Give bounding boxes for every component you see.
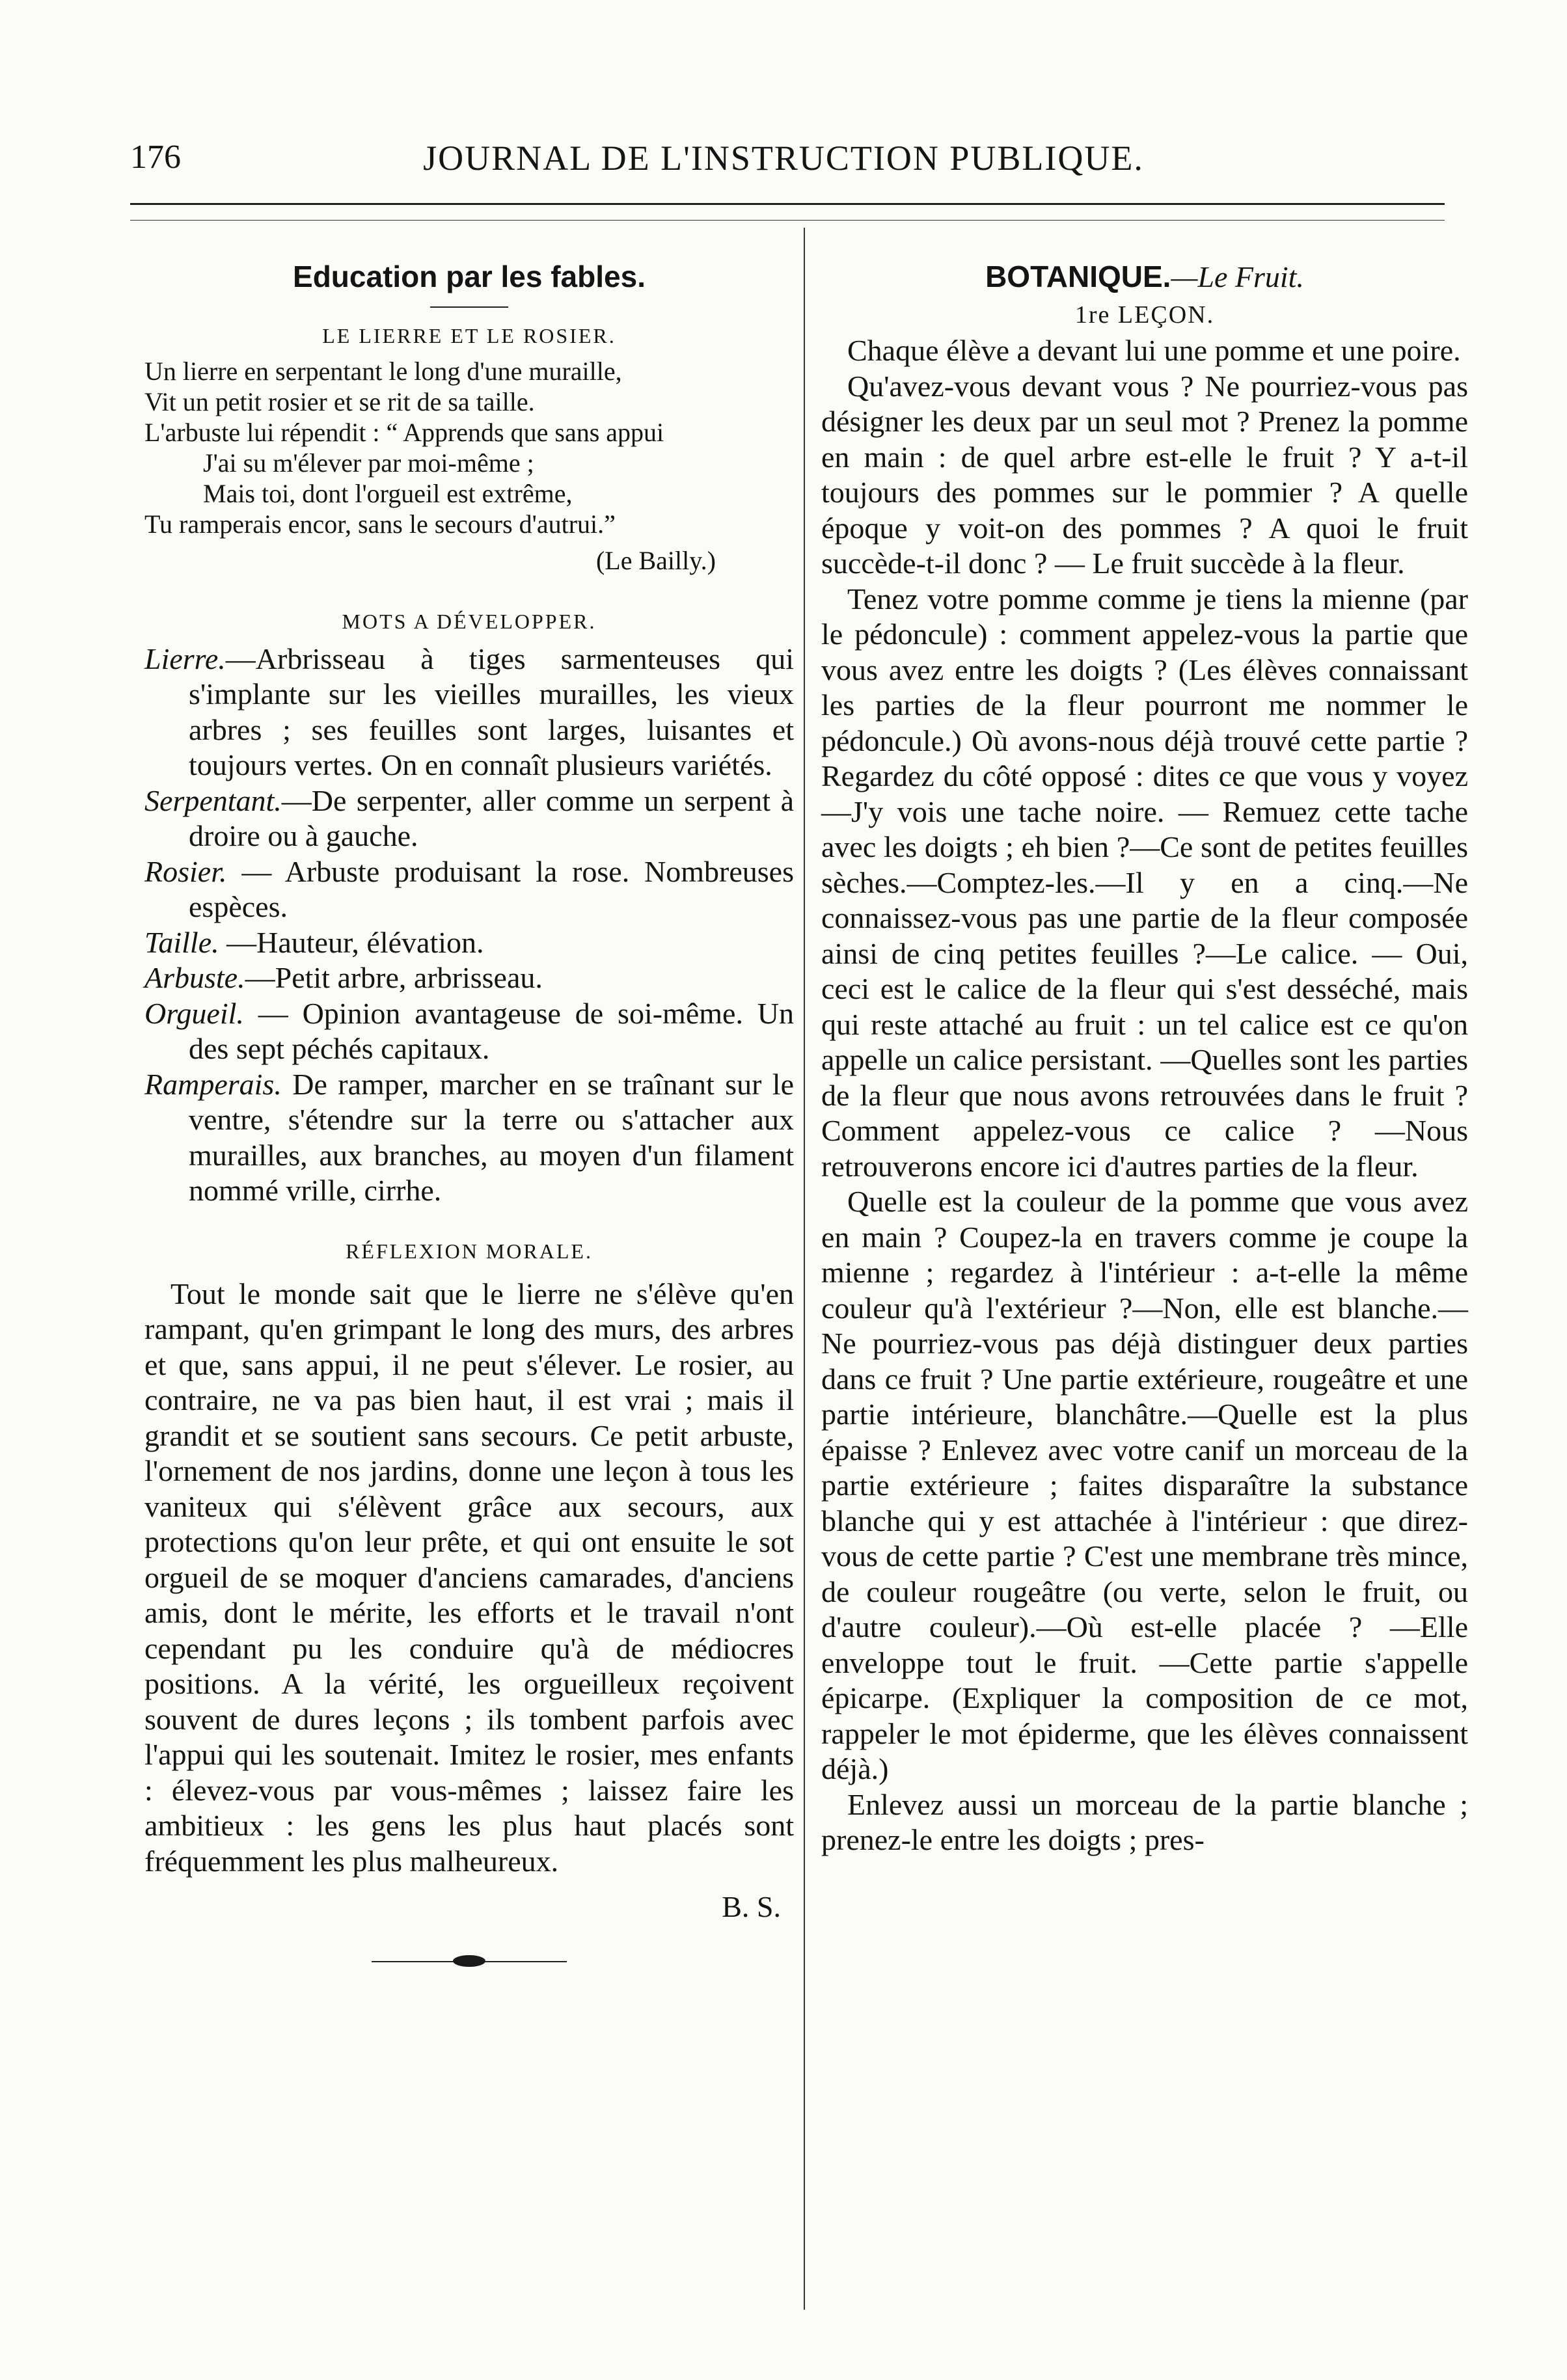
fruit-subtitle: —Le Fruit. xyxy=(1171,260,1304,293)
term-definition: — Arbuste produisant la rose. Nombreuses espèces. xyxy=(189,854,794,923)
section-title-botanique xyxy=(821,257,1468,297)
header-rule-thin xyxy=(130,220,1445,221)
header-rule xyxy=(130,203,1445,205)
botanique-label: BOTANIQUE. xyxy=(985,260,1171,293)
moral-text: Tout le monde sait que le lierre ne s'élève qu'en rampant, qu'en grimpant le long des murs, des arbres et que, sans appui, il ne peut s'élever. Le rosier, au contraire, ne va pas bien haut, il est vrai ; mais il grandit et se soutient sans secours. Ce petit arbuste, l'ornement de nos jardins, donne une leçon à tous les vaniteux qui s'élèvent grâce aux secours, aux protections qu'on leur prête, et qui ont ensuite le sot orgueil de se moquer d'anciens camarades, d'anciens amis, dont le mérite, les efforts et le travail n'ont cependant pu les conduire qu'à de médiocres positions. A la vérité, les orgueilleux reçoivent souvent de dures leçons ; ils tombent parfois avec l'appui qui les soutenait. Imitez le rosier, mes enfants : élevez-vous par vous-mêmes ; laissez faire les ambitieux : les gens les plus haut placés sont fréquemment les plus malheureux. xyxy=(144,1277,794,1878)
poem-attribution: (Le Bailly.) xyxy=(595,546,716,575)
vocabulary-entry xyxy=(144,783,794,854)
page-header xyxy=(0,138,1567,183)
fable-title: LE LIERRE ET LE ROSIER. xyxy=(322,324,616,347)
words-heading: MOTS A DÉVELOPPER. xyxy=(342,609,597,633)
lesson-paragraph: Tenez votre pomme comme je tiens la mienne (par le pédoncule) : comment appelez-vous la partie que vous avez entre les doigts ? (Les élèves connaissant les parties de la fleur pourront me nommer le pédoncule.) Où avons-nous déjà trouvé cette partie ? Regardez du côté opposé : dites ce que vous y voyez—J'y vois une tache noire. — Remuez cette tache avec les doigts ; eh bien ?—Ce sont de petites feuilles sèches.—Comptez-les.—Il y en a cinq.—Ne connaissez-vous pas une partie de la fleur composée ainsi de cinq petites feuilles ?—Le calice. — Oui, ceci est le calice de la fleur qui s'est desséché, mais qui reste attaché au fruit : un tel calice est ce qu'on appelle un calice persistant. —Quelles sont les parties de la fleur que nous avons retrouvées dans le fruit ? Comment appelez-vous ce calice ? —Nous retrouverons encore ici d'autres parties de la fleur. xyxy=(821,582,1468,1183)
term-word: Lierre. xyxy=(144,642,226,675)
poem-line: Un lierre en serpentant le long d'une muraille, xyxy=(144,357,622,386)
poem-line: Vit un petit rosier et se rit de sa taille. xyxy=(144,387,535,416)
term-word: Taille. xyxy=(144,925,219,959)
term-definition: De ramper, marcher en se traînant sur le ventre, s'étendre sur la terre ou s'attacher aux murailles, aux branches, au moyen d'un filament nommé vrille, cirrhe. xyxy=(189,1067,794,1207)
moral-heading: RÉFLEXION MORALE. xyxy=(346,1239,593,1263)
term-word: Ramperais. xyxy=(144,1067,282,1101)
term-definition: —Petit arbre, arbrisseau. xyxy=(245,961,543,994)
vocabulary-list xyxy=(144,642,794,1209)
vocabulary-entry xyxy=(144,960,794,996)
term-definition: —Hauteur, élévation. xyxy=(219,925,484,959)
term-word: Arbuste. xyxy=(144,961,245,994)
term-definition: —Arbrisseau à tiges sarmenteuses qui s'implante sur les vieilles murailles, les vieux arbres ; ses feuilles sont larges, luisantes et toujours vertes. On en connaît plusieurs variétés. xyxy=(189,642,794,781)
title-rule xyxy=(430,306,508,308)
page-number: 176 xyxy=(130,139,181,176)
poem-line: Tu ramperais encor, sans le secours d'autrui.” xyxy=(144,509,616,539)
poem-line: Mais toi, dont l'orgueil est extrême, xyxy=(203,479,573,508)
right-column xyxy=(821,257,1468,1858)
lesson-paragraph: Enlevez aussi un morceau de la partie blanche ; prenez-le entre les doigts ; pres- xyxy=(821,1787,1468,1856)
journal-title: JOURNAL DE L'INSTRUCTION PUBLIQUE. xyxy=(423,139,1144,178)
poem-line: L'arbuste lui répendit : “ Apprends que sans appui xyxy=(144,418,664,447)
left-column xyxy=(144,257,794,1968)
vocabulary-entry xyxy=(144,996,794,1067)
vocabulary-entry xyxy=(144,642,794,783)
term-word: Rosier. xyxy=(144,854,227,888)
term-definition: —De serpenter, aller comme un serpent à droire ou à gauche. xyxy=(189,783,794,852)
term-word: Orgueil. xyxy=(144,996,244,1030)
lesson-paragraph: Chaque élève a devant lui une pomme et une poire. xyxy=(847,334,1461,367)
lesson-paragraph: Quelle est la couleur de la pomme que vous avez en main ? Coupez-la en travers comme je coupe la mienne ; regardez à l'intérieur : a-t-elle la même couleur qu'à l'extérieur ?—Non, elle est blanche.—Ne pourriez-vous pas déjà distinguer deux parties dans ce fruit ? Une partie extérieure, rougeâtre et une partie intérieure, blanchâtre.—Quelle est la plus épaisse ? Enlevez avec votre canif un morceau de la partie extérieure ; faites disparaître la substance blanche qui y est attachée à l'intérieur : que direz-vous de cette partie ? C'est une membrane très mince, de couleur rougeâtre (ou verte, selon le fruit, ou d'autre couleur).—Où est-elle placée ? —Elle enveloppe tout le fruit. —Cette partie s'appelle épicarpe. (Expliquer la composition de ce mot, rappeler le mot épiderme, que les élèves connaissent déjà.) xyxy=(821,1185,1468,1785)
signature: B. S. xyxy=(722,1890,781,1923)
column-divider xyxy=(804,228,805,2310)
term-definition: — Opinion avantageuse de soi-même. Un des sept péchés capitaux. xyxy=(189,996,794,1065)
vocabulary-entry xyxy=(144,925,794,961)
end-ornament xyxy=(372,1955,567,1968)
vocabulary-entry xyxy=(144,1067,794,1209)
poem xyxy=(144,356,794,539)
lesson-number: 1re LEÇON. xyxy=(1074,301,1215,329)
term-word: Serpentant. xyxy=(144,783,282,817)
section-title-fables: Education par les fables. xyxy=(293,260,646,293)
lesson-paragraph: Qu'avez-vous devant vous ? Ne pourriez-vous pas désigner les deux par un seul mot ? Prenez la pomme en main : de quel arbre est-elle le fruit ? Y a-t-il toujours des pommes sur le pommier ? A quelle époque y voit-on des pommes ? A quoi le fruit succède-t-il donc ? — Le fruit succède à la fleur. xyxy=(821,369,1468,580)
vocabulary-entry xyxy=(144,854,794,925)
poem-line: J'ai su m'élever par moi-même ; xyxy=(203,448,534,478)
